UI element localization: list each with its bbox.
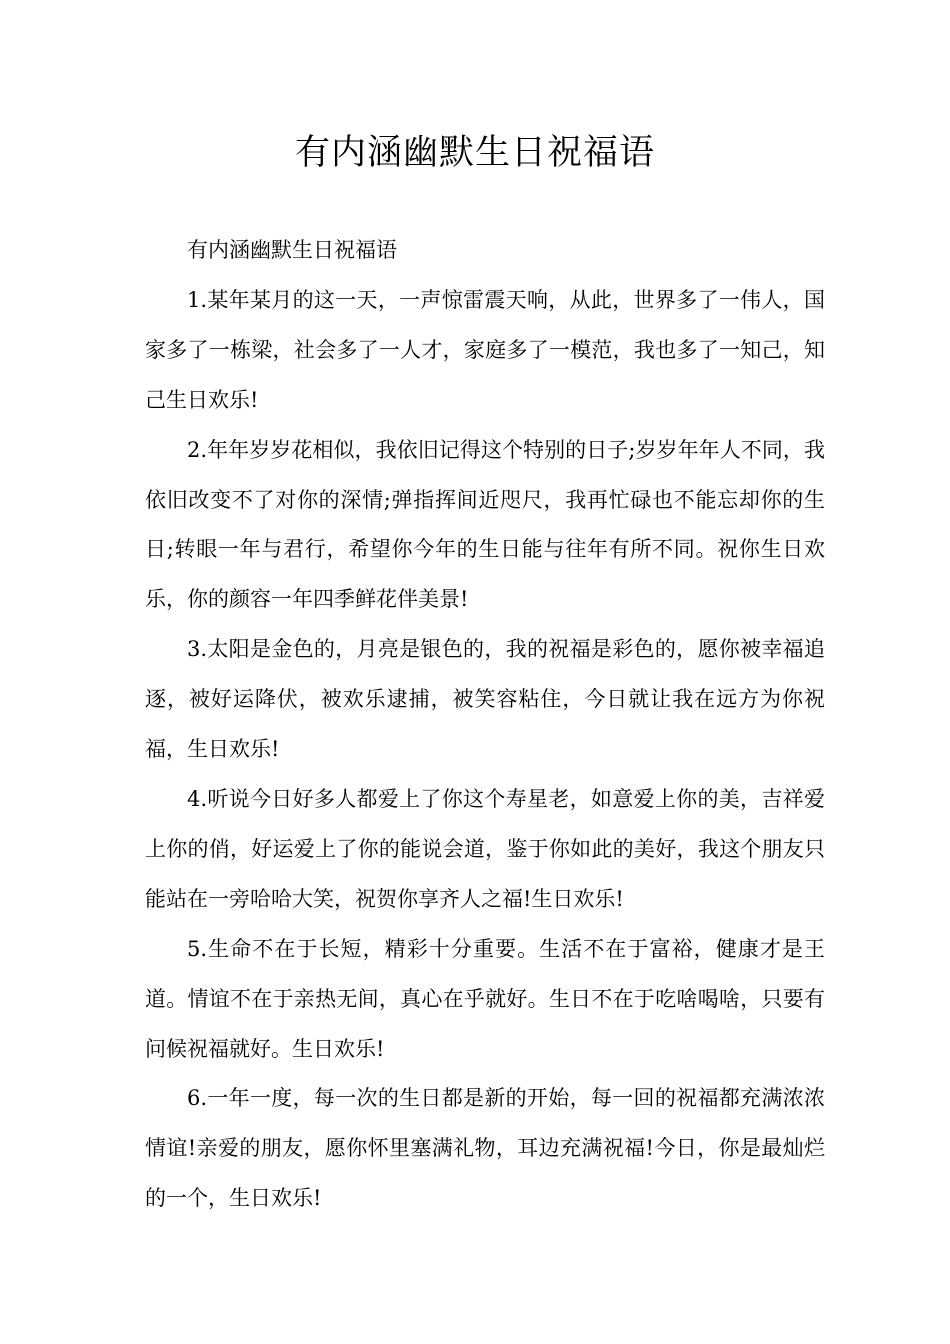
paragraph-6: 6.一年一度，每一次的生日都是新的开始，每一回的祝福都充满浓浓情谊!亲爱的朋友，愿你怀里塞满礼物，耳边充满祝福!今日，你是最灿烂的一个，生日欢乐! — [145, 1086, 825, 1211]
paragraph-5: 5.生命不在于长短，精彩十分重要。生活不在于富裕，健康才是王道。情谊不在于亲热无间，真心在乎就好。生日不在于吃啥喝啥，只要有问候祝福就好。生日欢乐! — [145, 936, 825, 1061]
paragraph-3: 3.太阳是金色的，月亮是银色的，我的祝福是彩色的，愿你被幸福追逐，被好运降伏，被欢乐逮捕，被笑容粘住，今日就让我在远方为你祝福，生日欢乐! — [145, 637, 825, 762]
body-subtitle: 有内涵幽默生日祝福语 — [187, 238, 397, 262]
paragraph-4: 4.听说今日好多人都爱上了你这个寿星老，如意爱上你的美，吉祥爱上你的俏，好运爱上了你的能说会道，鉴于你如此的美好，我这个朋友只能站在一旁哈哈大笑，祝贺你享齐人之福!生日欢乐! — [145, 786, 825, 911]
paragraph-1: 1.某年某月的这一天，一声惊雷震天响，从此，世界多了一伟人，国家多了一栋梁，社会多了一人才，家庭多了一模范，我也多了一知己，知己生日欢乐! — [145, 287, 825, 412]
paragraph-2: 2.年年岁岁花相似，我依旧记得这个特别的日子;岁岁年年人不同，我依旧改变不了对你的深情;弹指挥间近咫尺，我再忙碌也不能忘却你的生日;转眼一年与君行，希望你今年的生日能与往年有所不同。祝你生日欢乐，你的颜容一年四季鲜花伴美景! — [145, 437, 825, 612]
document-body — [145, 226, 825, 1224]
document-title: 有内涵幽默生日祝福语 — [294, 133, 655, 173]
